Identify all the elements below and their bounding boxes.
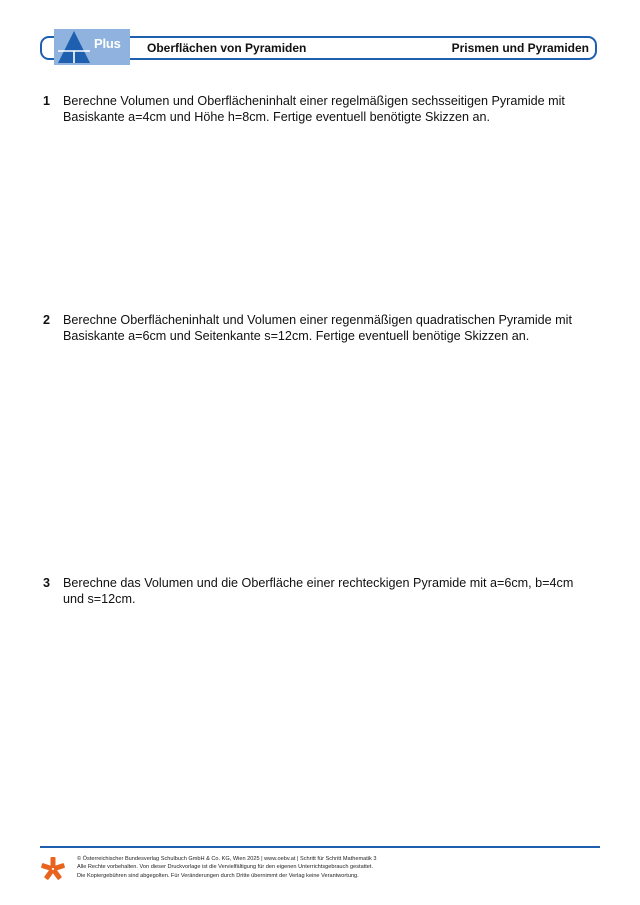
task-line: Berechne das Volumen und die Oberfläche einer rechteckigen Pyramide mit a=6cm, b=4cm [63, 576, 574, 590]
task-line: und s=12cm. [63, 592, 136, 606]
page-title: Oberflächen von Pyramiden [147, 41, 307, 55]
task-text [63, 575, 588, 607]
pyramid-plus-logo-icon [54, 29, 130, 65]
task-line: Berechne Oberflächeninhalt und Volumen einer regenmäßigen quadratischen Pyramide mit [63, 313, 572, 327]
footer-line: Die Kopiergebühren sind abgegolten. Für Veränderungen durch Dritte übernimmt der Verlag keine Verantwortung. [77, 872, 359, 879]
task-text [63, 312, 588, 344]
task-text [63, 93, 588, 125]
task-number: 1 [43, 94, 51, 108]
logo-text: Plus [94, 36, 121, 51]
task-number: 3 [43, 576, 51, 590]
task-line: Berechne Volumen und Oberflächeninhalt einer regelmäßigen sechsseitigen Pyramide mit [63, 94, 565, 108]
footer-line: © Österreichischer Bundesverlag Schulbuch GmbH & Co. KG, Wien 2025 | www.oebv.at | Schritt für Schritt Mathematik 3 [77, 856, 377, 862]
task-line: Basiskante a=4cm und Höhe h=8cm. Fertige eventuell benötigte Skizzen an. [63, 110, 491, 124]
task-line: Basiskante a=6cm und Seitenkante s=12cm. Fertige eventuell benötige Skizzen an. [63, 329, 530, 343]
footer-copyright [77, 855, 497, 880]
footer-line: Alle Rechte vorbehalten. Von dieser Druckvorlage ist die Vervielfältigung für den eigenen Unterrichtsgebrauch gestattet. [77, 864, 374, 871]
chapter-title: Prismen und Pyramiden [451, 41, 589, 55]
oebv-star-logo-icon [40, 856, 66, 882]
footer-divider [40, 846, 600, 848]
task-number: 2 [43, 313, 51, 327]
